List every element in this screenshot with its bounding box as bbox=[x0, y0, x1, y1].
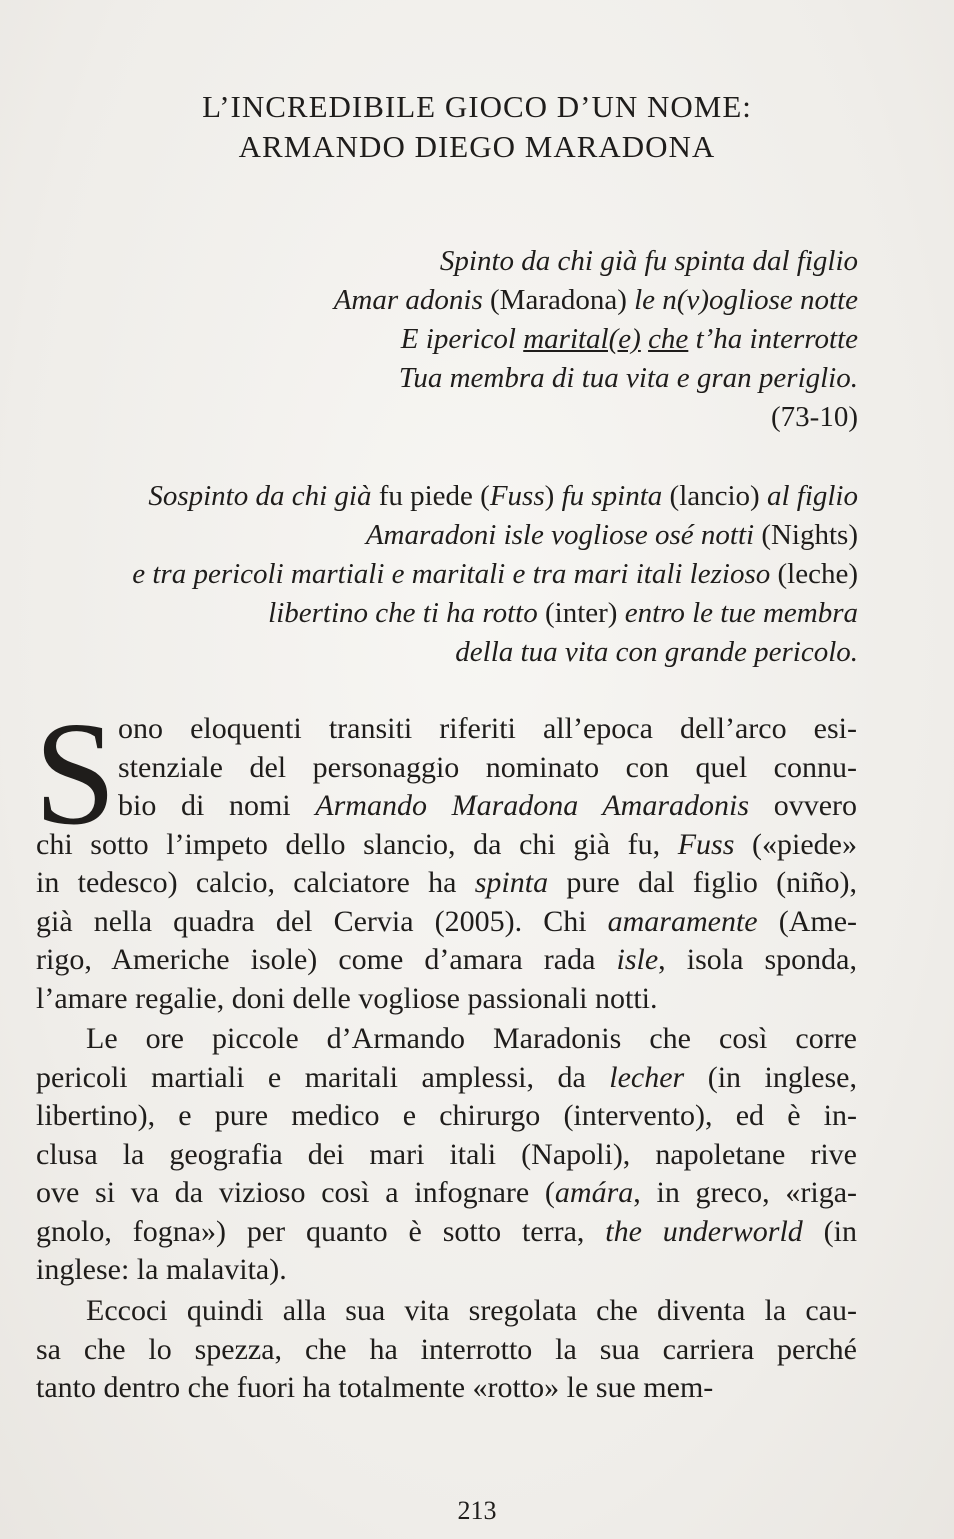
text-segment: isle bbox=[616, 943, 659, 976]
text-segment: al figlio bbox=[766, 480, 858, 512]
text-segment: t’ha interrotte bbox=[688, 323, 858, 355]
text-segment: (Ame- bbox=[757, 904, 858, 938]
verse-line bbox=[399, 359, 858, 397]
text-segment: (73-10) bbox=[771, 401, 858, 433]
text-segment: che bbox=[648, 323, 689, 355]
text-segment: (in bbox=[802, 1214, 857, 1248]
body-line bbox=[118, 787, 857, 825]
text-segment: inglese: la malavita). bbox=[36, 1253, 287, 1286]
text-segment: (Maradona) bbox=[482, 284, 635, 316]
verse-line bbox=[401, 320, 858, 358]
drop-cap: S bbox=[34, 692, 117, 856]
text-segment: spinta bbox=[474, 866, 549, 899]
text-segment: chi sotto l’impeto dello slancio, da chi già fu, bbox=[36, 827, 678, 861]
text-segment: , isola sponda, bbox=[658, 943, 857, 976]
text-segment: gnolo, fogna») per quanto è sotto terra, bbox=[36, 1214, 606, 1248]
chapter-title-line-1: L’INCREDIBILE GIOCO D’UN NOME: bbox=[202, 89, 752, 124]
text-segment: entro le tue membra bbox=[624, 597, 858, 629]
text-segment: Tua membra di tua vita e gran periglio. bbox=[398, 362, 858, 394]
text-segment: ove si va da vizioso così a infognare ( bbox=[36, 1176, 555, 1209]
body-line bbox=[36, 1331, 857, 1369]
text-segment: pericoli martiali e maritali amplessi, da bbox=[36, 1060, 610, 1094]
text-segment: della tua vita con grande pericolo. bbox=[455, 636, 858, 668]
page-number: 213 bbox=[457, 1496, 497, 1525]
verse-line bbox=[268, 594, 858, 632]
text-segment: (in inglese, bbox=[684, 1060, 857, 1094]
text-segment: già nella quadra del Cervia (2005). Chi bbox=[36, 904, 608, 938]
text-segment: Armando Maradona Amaradonis bbox=[315, 789, 750, 822]
text-segment bbox=[641, 323, 648, 355]
body-line bbox=[36, 1097, 857, 1135]
body-line bbox=[36, 903, 857, 941]
text-segment: sa che lo spezza, che ha interrotto la sua carriera perché bbox=[36, 1332, 857, 1366]
body-line bbox=[36, 941, 857, 979]
text-segment: Amaradoni isle vogliose osé notti bbox=[365, 519, 755, 551]
text-segment: Spinto da chi già fu spinta dal figlio bbox=[439, 245, 858, 277]
body-line bbox=[36, 826, 857, 864]
text-segment: ono eloquenti transiti riferiti all’epoca dell’arco esi- bbox=[118, 712, 857, 745]
text-segment: Sospinto da chi già bbox=[148, 480, 372, 512]
text-segment: l’amare regalie, doni delle vogliose passionali notti. bbox=[36, 981, 658, 1015]
body-line bbox=[36, 1174, 857, 1212]
text-segment: bio di nomi bbox=[118, 789, 316, 822]
text-segment: lecher bbox=[609, 1060, 685, 1094]
text-segment: (lancio) bbox=[662, 480, 767, 512]
text-segment: ) bbox=[544, 480, 562, 512]
text-segment: pure dal figlio (niño), bbox=[548, 866, 857, 899]
text-segment: the underworld bbox=[605, 1214, 803, 1248]
text-segment: le n(v)ogliose notte bbox=[634, 284, 858, 316]
body-line bbox=[36, 1251, 857, 1289]
text-segment: clusa la geografia dei mari itali (Napoli), napoletane rive bbox=[36, 1137, 857, 1171]
chapter-title-line-2: ARMANDO DIEGO MARADONA bbox=[238, 129, 716, 164]
text-segment: Fuss bbox=[489, 480, 545, 512]
text-segment: marital(e) bbox=[523, 323, 641, 355]
verse-line bbox=[366, 516, 858, 554]
body-line bbox=[36, 980, 857, 1018]
verse-line bbox=[455, 633, 858, 671]
text-segment: E ipericol bbox=[400, 323, 524, 355]
text-segment: fu spinta bbox=[561, 480, 663, 512]
text-segment: libertino), e pure medico e chirurgo (intervento), ed è in- bbox=[36, 1099, 857, 1132]
text-segment: in tedesco) calcio, calciatore ha bbox=[36, 866, 475, 899]
verse-line bbox=[334, 281, 858, 319]
verse-line bbox=[771, 398, 858, 436]
body-line bbox=[86, 1020, 857, 1058]
text-segment: amára bbox=[554, 1176, 634, 1209]
body-line bbox=[36, 1136, 857, 1174]
text-segment: ovvero bbox=[749, 789, 857, 822]
verse-line bbox=[440, 242, 858, 280]
text-segment: Amar adonis bbox=[333, 284, 483, 316]
text-segment: Eccoci quindi alla sua vita sregolata che diventa la cau- bbox=[86, 1294, 857, 1327]
body-line bbox=[36, 1059, 857, 1097]
body-line bbox=[118, 710, 857, 748]
text-segment: , in greco, «riga- bbox=[633, 1176, 857, 1209]
text-segment: (inter) bbox=[537, 597, 625, 629]
text-segment: fu piede ( bbox=[371, 480, 490, 512]
text-segment: («piede» bbox=[734, 827, 857, 861]
text-segment: tanto dentro che fuori ha totalmente «rotto» le sue mem- bbox=[36, 1371, 714, 1404]
text-segment: amaramente bbox=[607, 904, 758, 938]
verse-line bbox=[132, 555, 858, 593]
body-line bbox=[86, 1292, 857, 1330]
verse-line bbox=[148, 477, 858, 515]
text-segment: stenziale del personaggio nominato con quel connu- bbox=[118, 750, 857, 784]
text-segment: Le ore piccole d’Armando Maradonis che così corre bbox=[86, 1022, 857, 1055]
text-segment: libertino che ti ha rotto bbox=[268, 597, 538, 629]
text-segment: (Nights) bbox=[754, 519, 858, 551]
text-segment: (leche) bbox=[770, 558, 858, 590]
text-segment: e tra pericoli martiali e maritali e tra mari itali lezioso bbox=[132, 558, 771, 590]
text-segment: Fuss bbox=[677, 827, 735, 861]
body-line bbox=[36, 1213, 857, 1251]
text-segment: rigo, Americhe isole) come d’amara rada bbox=[36, 943, 617, 976]
body-line bbox=[118, 749, 857, 787]
body-line bbox=[36, 1369, 857, 1407]
body-line bbox=[36, 864, 857, 902]
